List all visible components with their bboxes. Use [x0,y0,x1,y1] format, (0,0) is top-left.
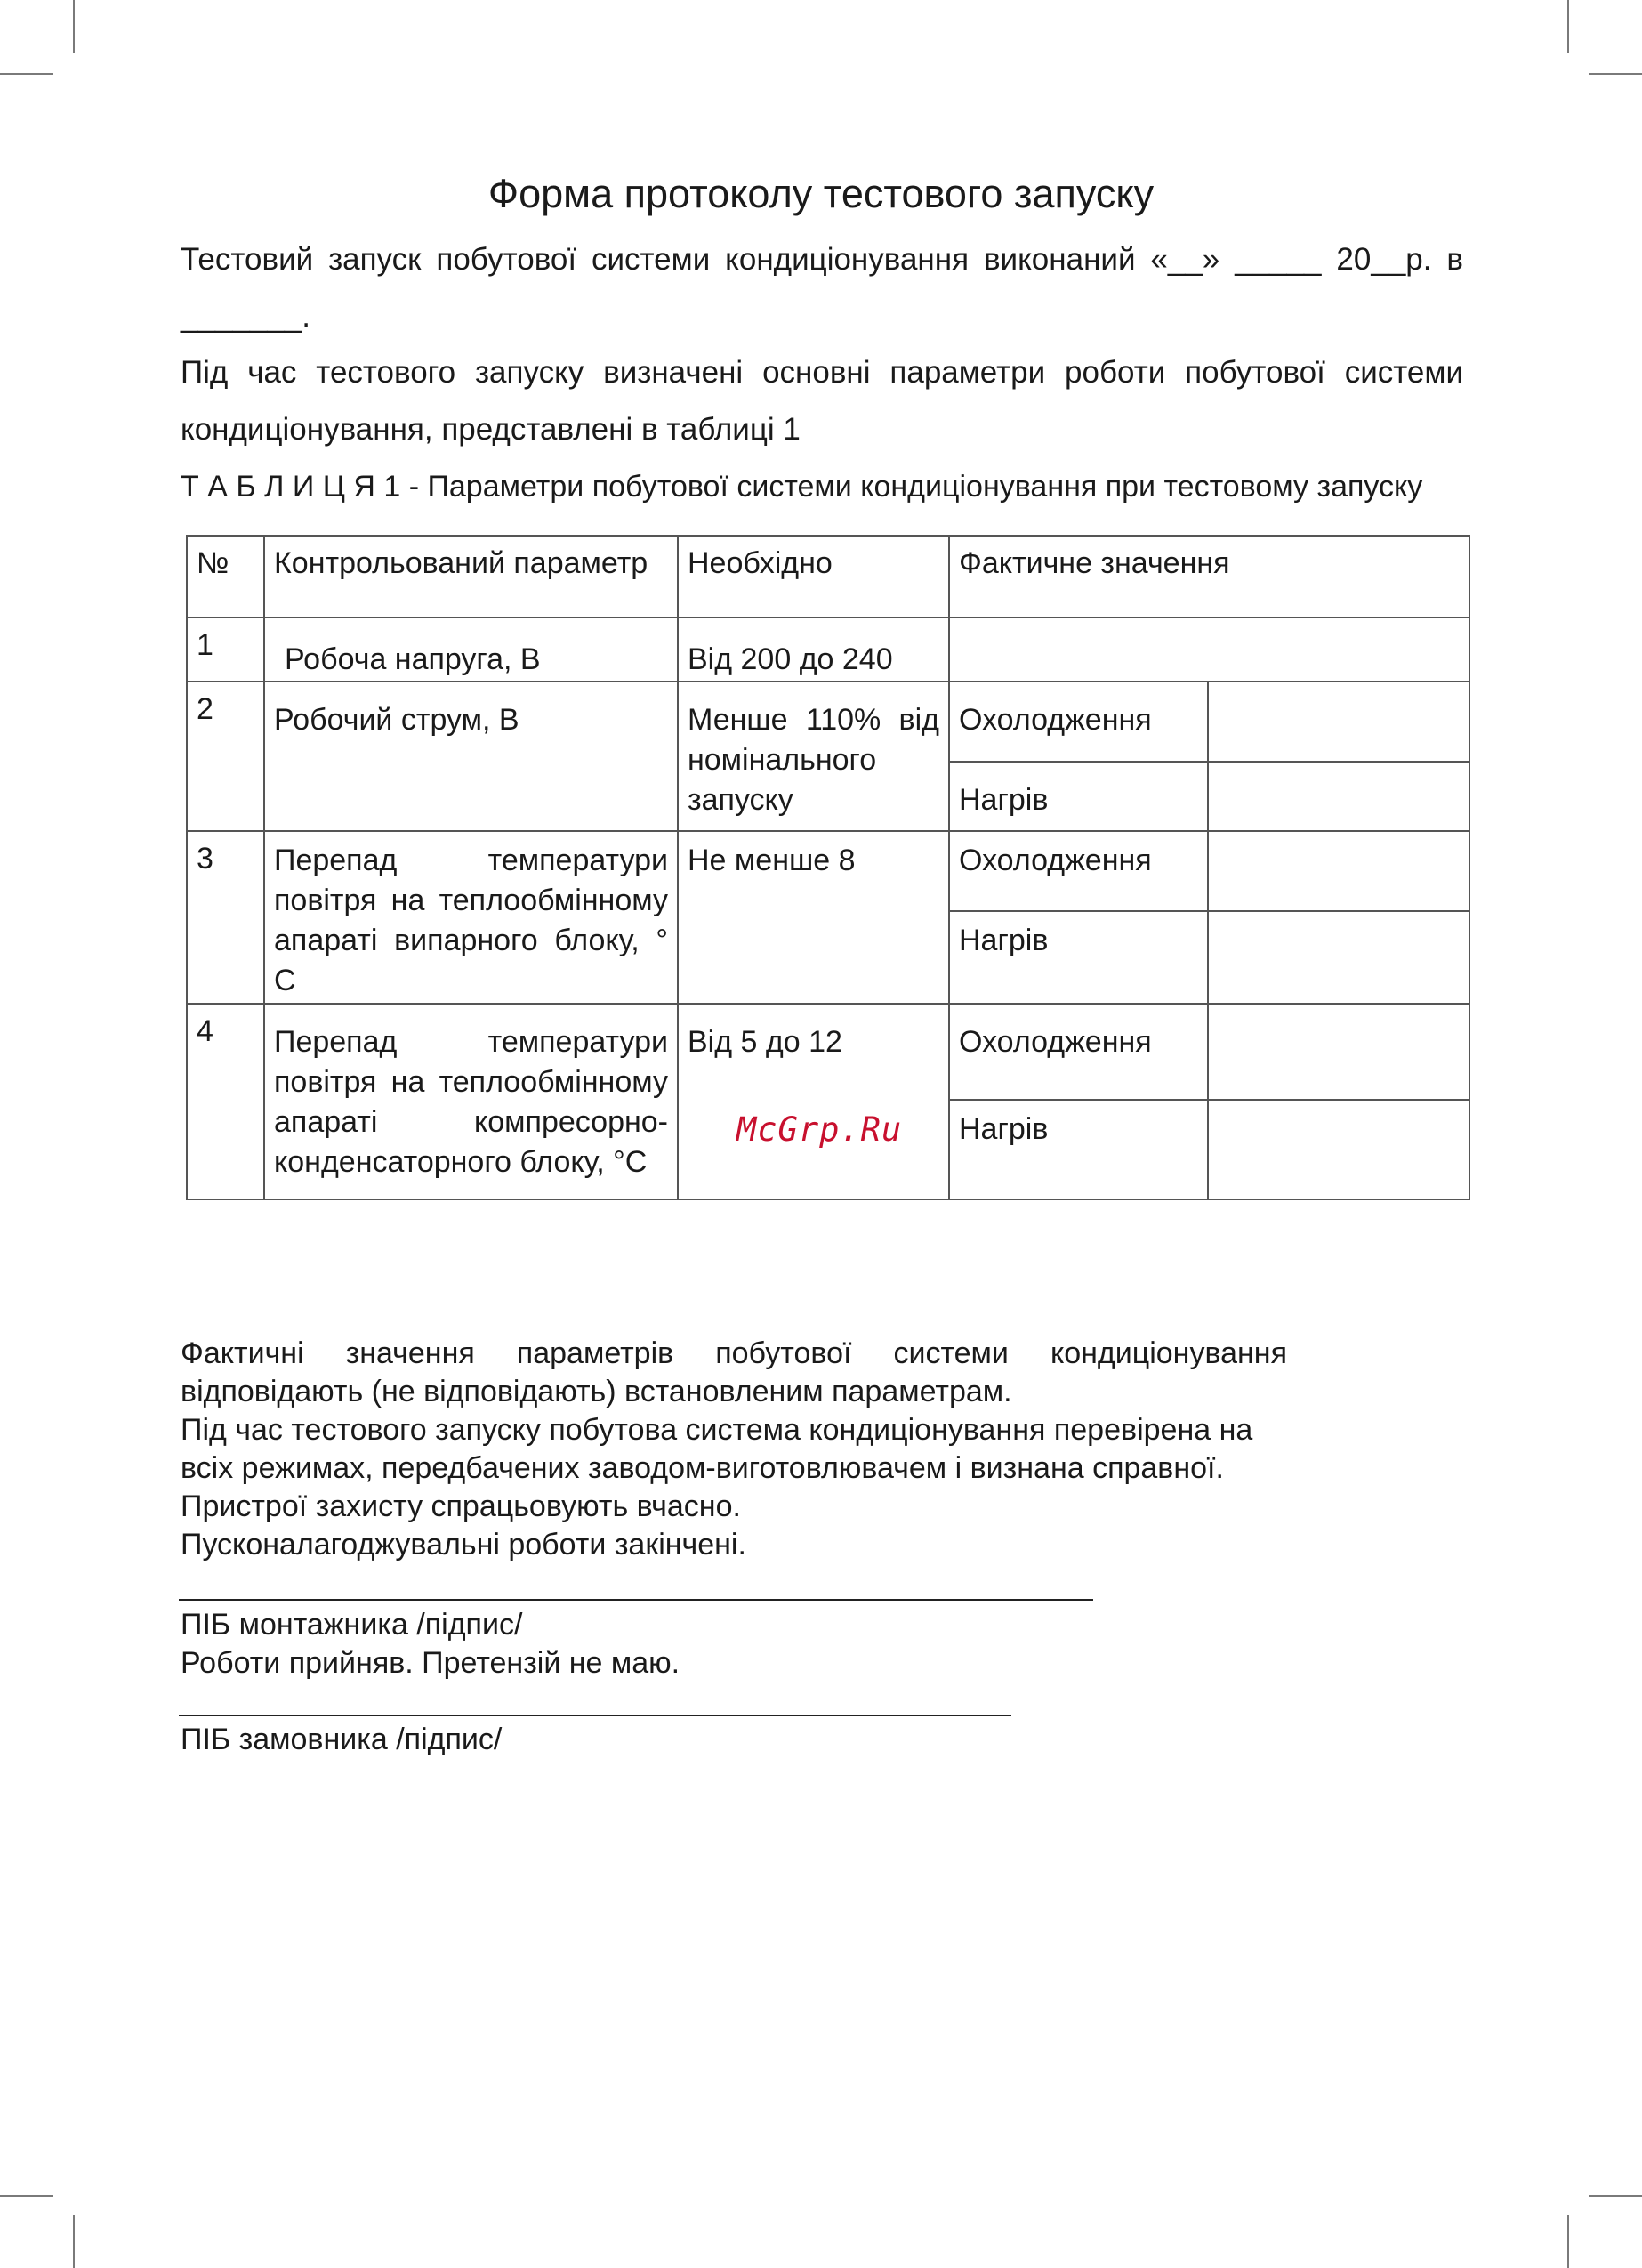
mode-cooling: Охолодження [949,1004,1208,1100]
row-number: 4 [187,1004,264,1199]
actual-value-cell[interactable] [1208,682,1469,762]
header-required: Необхідно [678,536,949,617]
header-actual: Фактичне значення [949,536,1469,617]
actual-value-cell[interactable] [949,617,1469,682]
mode-cooling: Охолодження [949,831,1208,911]
actual-value-cell[interactable] [1208,762,1469,831]
row-parameter: Перепад температури повітря на теплообмінному апараті випарного блоку, ° С [264,831,678,1004]
header-number: № [187,536,264,617]
crop-mark [73,0,75,53]
mode-heating: Нагрів [949,911,1208,1004]
row-parameter [264,617,678,682]
table-row [187,1004,1469,1100]
actual-value-cell[interactable] [1208,1004,1469,1100]
row-parameter-text: Робоча напруга, В [285,642,541,676]
mode-heating: Нагрів [949,1100,1208,1199]
row-parameter: Перепад температури повітря на теплообмінному апараті компресорно-конденсаторного блоку, °С [264,1004,678,1199]
row-required: Від 200 до 240 [678,617,949,682]
crop-mark [1567,2215,1569,2268]
actual-value-cell[interactable] [1208,1100,1469,1199]
params-paragraph: Під час тестового запуску визначені основні параметри роботи побутової системи кондиціонування, представлені в таблиці 1 [181,355,1463,447]
installer-signature-line[interactable] [179,1599,1093,1601]
crop-mark [1589,2195,1642,2197]
row-number: 1 [187,617,264,682]
crop-mark [1567,0,1569,53]
page-title: Форма протоколу тестового запуску [487,171,1155,216]
mode-heating: Нагрів [949,762,1208,831]
conclusion-line: Пристрої захисту спрацьовують вчасно. [181,1489,741,1523]
conclusion-line: Під час тестового запуску побутова система кондиціонування перевірена на [181,1413,1253,1447]
table-caption: Т А Б Л И Ц Я 1 - Параметри побутової системи кондиціонування при тестовому запуску [181,470,1423,504]
crop-mark [73,2215,75,2268]
header-parameter: Контрольований параметр [264,536,678,617]
customer-signature-label: ПІБ замовника /підпис/ [181,1723,503,1756]
actual-value-cell[interactable] [1208,831,1469,911]
row-number: 3 [187,831,264,1004]
conclusion-line: Пусконалагоджувальні роботи закінчені. [181,1528,746,1562]
table-row [187,617,1469,682]
row-required: Менше 110% від номінального запуску [678,682,949,831]
parameters-table [186,535,1470,1200]
conclusion-line: всіх режимах, передбачених заводом-виготовлювачем і визнана справної. [181,1451,1224,1485]
row-required: Не менше 8 [678,831,949,1004]
row-number: 2 [187,682,264,831]
actual-value-cell[interactable] [1208,911,1469,1004]
accepted-statement: Роботи прийняв. Претензій не маю. [181,1646,680,1680]
crop-mark [0,2195,53,2197]
table-header-row [187,536,1469,617]
mode-cooling: Охолодження [949,682,1208,762]
row-required: Від 5 до 12 [678,1004,949,1199]
watermark: McGrp.Ru [736,1110,903,1149]
conclusion-line: Фактичні значення параметрів побутової системи кондиціонування [181,1336,1287,1370]
crop-mark [1589,73,1642,75]
conclusion-line: відповідають (не відповідають) встановленим параметрам. [181,1375,1012,1408]
customer-signature-line[interactable] [179,1715,1011,1716]
crop-mark [0,73,53,75]
table-row [187,831,1469,911]
installer-signature-label: ПІБ монтажника /підпис/ [181,1608,523,1642]
row-parameter: Робочий струм, В [264,682,678,831]
intro-paragraph: Тестовий запуск побутової системи кондиціонування виконаний «__» _____ 20__р. в _______. [181,242,1463,334]
table-row [187,682,1469,762]
conclusion-block [181,1335,1287,1564]
